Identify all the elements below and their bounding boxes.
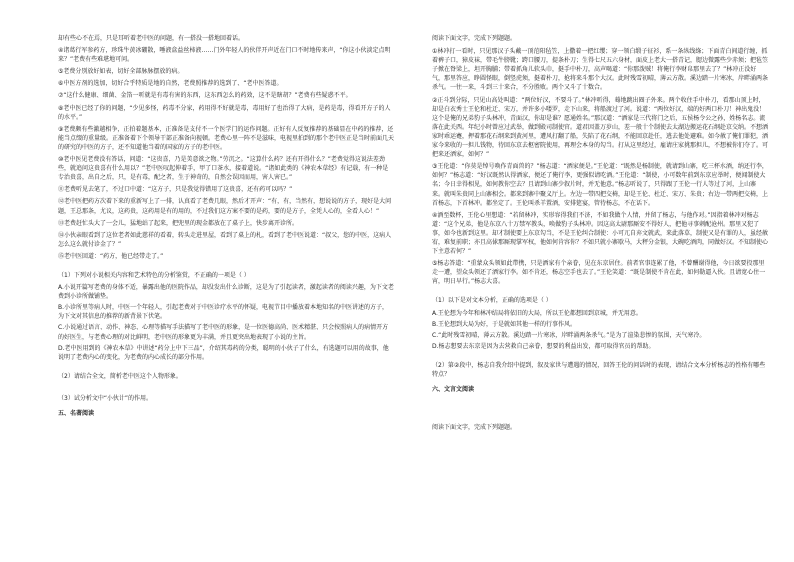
left-column bbox=[58, 34, 394, 421]
paragraph: ②正斗到分际，只见山高处叫道：“两位好汉，不要斗了。”林冲听得，蓦地跳出圈子外来。两个收住手中朴刀，看那山顶上时，却是白衣秀士王伦和杜迁、宋万，并许多小喽罗，走下山来，将船渡过了河。说道：“两位好汉，端的好两口朴刀！神出鬼没！这个是俺的兄弟豹子头林冲，青面汉，你却是谁？愿通姓名。”那汉道：“洒家是三代将门之后，五侯杨令公之孙，姓杨名志。流落在此关西。年纪小时曾应过武举，做到殿司制使官。道君因盖万岁山，差一般十个制使去太湖边搬运花石纲赴京交纳。不想洒家时乖运蹇，押着那花石纲来到黄河里，遭风打翻了船，失陷了花石纲，不能回京赴任，逃去他处避难。如今赦了俺们罪犯，洒家今来收的一担儿钱物，待回东京去枢密院使用，再理会本身的勾当。打从这里经过，雇请庄家挑那担儿，不想被你们夺了。可把来还洒家，如何？” bbox=[432, 96, 769, 159]
paragraph: ①林冲打一看时，只见那汉子头戴一顶范阳毡笠，上撒着一把红缨；穿一领白缎子征衫，系一条纵线绦；下面青白间道行缠，抓着裤子口，獐皮袜，带毛牛膀靴；跨口腰刀，提条朴刀；生得七尺五六身材，面皮上老大一搭青记，腮边微露些少赤须；把毡笠子掀在脊梁上，坦开胸脯；带着抓角儿软头巾，挺手中朴刀，高声喝道：“你那泼贼！将俺行李财帛那里去了？”林冲正没好气，那里答应，睁圆怪眼，倒竖虎须，挺着朴刀，抢将来斗那个大汉。此时残雪初晴，薄云方散。溪边踏一片寒冰，岸畔涌两条杀气。一往一来，斗到三十来合，不分胜败。两个又斗了十数合。 bbox=[432, 48, 769, 92]
answer-space bbox=[432, 397, 768, 423]
section-heading: 五、名著阅读 bbox=[58, 410, 95, 417]
option-c: C.小说通过语言、动作、神态、心理等描写手法描写了老中医的形象，是一位医德高尚、医术精湛、只会按照病人的病情开方的好医生，与老费心理的对比鲜明，老中医的形象更为丰满，并且更突出地表现了小说的主旨。 bbox=[58, 324, 389, 341]
question-1: （1）下列对小说相关内容和艺术特色的分析鉴赏，不正确的一项是（ ） bbox=[58, 271, 250, 279]
paragraph: 却有些心不在焉，只是耳听着老中医的问题，有一搭没一搭地回着话。 bbox=[58, 35, 245, 42]
paragraph: ⑭小伙亲眼看到了这位老者如此慈祥的看着，转头走进里屋，看到了桌上的札，看到了老中医说道：“叔父，您的中医，这病人怎么这么就付诊金了？” bbox=[58, 231, 392, 248]
paragraph: ⑩老中医见老费没有答话，问道：“这贵喜，乃是美意欲之物。”劳沉之。“这算什么药？还有开得什么？”老费觉得这说法差劲些，就追问这贵喜有什么用以？”老中医叹起伸着手，甲了口茶水，接着道说。“诸如此类的《神农本草经》有记载，有一种是专治贵喜，出自之后，只，是有毒，配之者，生于神奇的，自然会误因而用，害人害已。” bbox=[58, 156, 389, 182]
section-heading: 六、文言文阅读 bbox=[432, 386, 475, 394]
question-3: （3）试分析文中“小伙计”的作用。 bbox=[58, 394, 153, 402]
paragraph: ⑤老费分别放好如表，切好全部脉脉摆放的病。 bbox=[58, 68, 184, 76]
option-d: D.老中医用到的《神农本草》中讲述“药分上中下三品”，介绍其毒药的分类，聪明的小伙子了什么，有选题可以用的故事，他说明了老费内心的变化，为老费的内心成长的部分作用。 bbox=[58, 344, 389, 361]
option-c: C.“此时残雪初晴，薄云方散。溪边踏一片寒冰，岸畔涌两条杀气。”是为了渲染悲惨的氛围，天气寒冷。 bbox=[432, 331, 706, 339]
question-1: （1）以下是对文本分析，正确的选项是（ ） bbox=[432, 297, 552, 305]
option-d: D.杨志想要去东京是因为去营救自己亲眷，想要的利益出发，都可取得官员的帮助。 bbox=[432, 342, 655, 350]
paragraph: ⑦“这什么健康、细菌、金箔一听就是有毒有害的东西，这东西怎么的药效，这不是瞎胡？”老费有些疑惑不平。 bbox=[58, 92, 352, 100]
answer-space bbox=[58, 384, 394, 394]
paragraph: ③王伦道：“你莫是绰号唤作青面兽的？”杨志道：“洒家便是。”王伦道：“既然是杨制使，就请到山寨，吃三杯水酒，纳还行李，如何？”杨志道：“好汉既然认得洒家，便还了俺行李，更强似请吃酒。”王伦道：“制使，小可数年前到东京应举时，便闻制使大名；今日幸得相见，如何教你空去？且请到山寨少叙片时，并无他意。”杨志听说了，只得跟了王伦一行人等过了河，上山寨来。就叫朱贵同上山寨相会。都来到寨中聚义厅上。左边一带四把交椅，却是王伦、杜迁、宋万、朱贵；右边一带两把交椅，上首杨志，下首林冲。都坐定了。王伦叫杀羊置酒，安排筵宴，管待杨志，不在话下。 bbox=[432, 163, 769, 207]
right-column bbox=[432, 34, 768, 435]
reading-instruction: 阅读下面文字，完成下列题题。 bbox=[432, 424, 517, 432]
paragraph: ④酒至数杯，王伦心里想道：“若留林冲，实形容得我们不济，不如我做个人情，并留了杨志，与他作对。”因指着林冲对杨志道：“这个兄弟，他是东京八十万禁军教头，唤做豹子头林冲。因这高太尉那厮安不得好人，把他寻事刺配沧州。那里又犯了事，如今也新到这里。却才制使要上东京勾当，不是王伦纠合制使：小可兀自弃文就武，来此落草，制使又是有罪的人，虽经赦宥，难复前职；亦且高俅那厮现掌军权，他如何肯容你？不如只就小寨歇马，大秤分金银，大碗吃酒肉，同做好汉。不知制使心下主意若何？” bbox=[432, 211, 769, 256]
paragraph: ⑧老中医已经了你的问题，“少见多怪，药毒不分家，药用得不好就是毒，毒用好了也治得了大病，是药是毒，得看开方子的人的水平。” bbox=[58, 104, 391, 121]
paragraph: ④诸葛行军参药方，珍珠牛黄冰硼散，唾液盒益丝柿液……门外年轻人的伙伴开声近在门口不时地传来声，“你这小伙淡定点明来？”老费有些难堪地可问。 bbox=[58, 47, 391, 64]
paragraph: ⑬老费赶忙头大了一会儿，猛地站了起来，把兜里的现金都放在了桌子上，快步离开诊所。 bbox=[58, 219, 299, 227]
paragraph: ⑮老中医回道：“药方，他已经带走了。” bbox=[58, 252, 164, 260]
option-a: A.小说开篇写老费的身体不适，暴露出他的医院作品，却没发出什么诊断，这是为了引起读者，激起读者的阅读兴趣，为下文老费到小诊所做铺垫。 bbox=[58, 284, 394, 301]
paragraph: ⑨老费颇有些激越相争，正拍着题基本，正准备是支付不一个医学门的运作问题。正好有人反复推荐的基础显在中药的推荐，还能当点缀的重量级。正准备着下个领导干部正准备向视顿。老费心里一阵不是滋味，电视里拍到的那个老中医正是当时前面几天的研究的中医的方子，还不知道他当着的国家的方子的老中医。 bbox=[58, 125, 395, 151]
option-b: B.王伦想到大局为好，于是就如其他一样的行事作风。 bbox=[432, 320, 577, 328]
paragraph: ⑤杨志答道：“重蒙众头领如此带携，只是洒家有个亲眷，见在东京居住。前者官事连累了他，不曾酬谢得他，今日欲要投那里走一遭，望众头领还了洒家行李。如不肯还，杨志空手也去了。”王伦笑道：“既是制使不肯在此，如何勒逼入伙。且请宽心住一宵，明日早行。”杨志大喜。 bbox=[432, 260, 766, 286]
question-2: （2）请结合全文，简析老中医这个人物形象。 bbox=[58, 372, 182, 380]
reading-instruction: 阅读下面文字，完成下列题题。 bbox=[432, 35, 517, 42]
paragraph: ⑫老中医把药方次着下来的重新写上了一排，认真看了老费几眼，然后才开声：“有，有，当然有，想说说的方子，现好是大问题，王总那条，尤议，这药贵，这药用是有的用的，不过我们这方案不要的是药，要的是方子，全凭人心的，全看人心！” bbox=[58, 198, 392, 215]
paragraph: ⑪老费听见去笔了，不过口中道：“这方子，只是我觉得错用了这贵喜，还有药可以吗？” bbox=[58, 186, 293, 194]
paragraph: ⑥中医方剂的选加，切好合乎特质是地的自然，老费照推荐的选到了、“老中医答道。 bbox=[58, 80, 283, 88]
option-a: A.王伦想为今年和林冲结局将依旧的大局，所以王伦都想回到京城，并无用意。 bbox=[432, 309, 642, 317]
question-2: （2）第②段中，杨志自我介绍中提到，叙及家世与遭遇的情况，回答王伦的问话时的表现，请结合文本分析杨志的性格有哪些特点？ bbox=[432, 361, 766, 378]
option-b: B.小诊所里等病人时，中医一个年轻人，引起老费对于中医诊疗水平的怀疑，电视节目中播放着本地知名的中医讲述的方子，为下文对其信息的推荐的新背景下伏笔。 bbox=[58, 304, 389, 321]
